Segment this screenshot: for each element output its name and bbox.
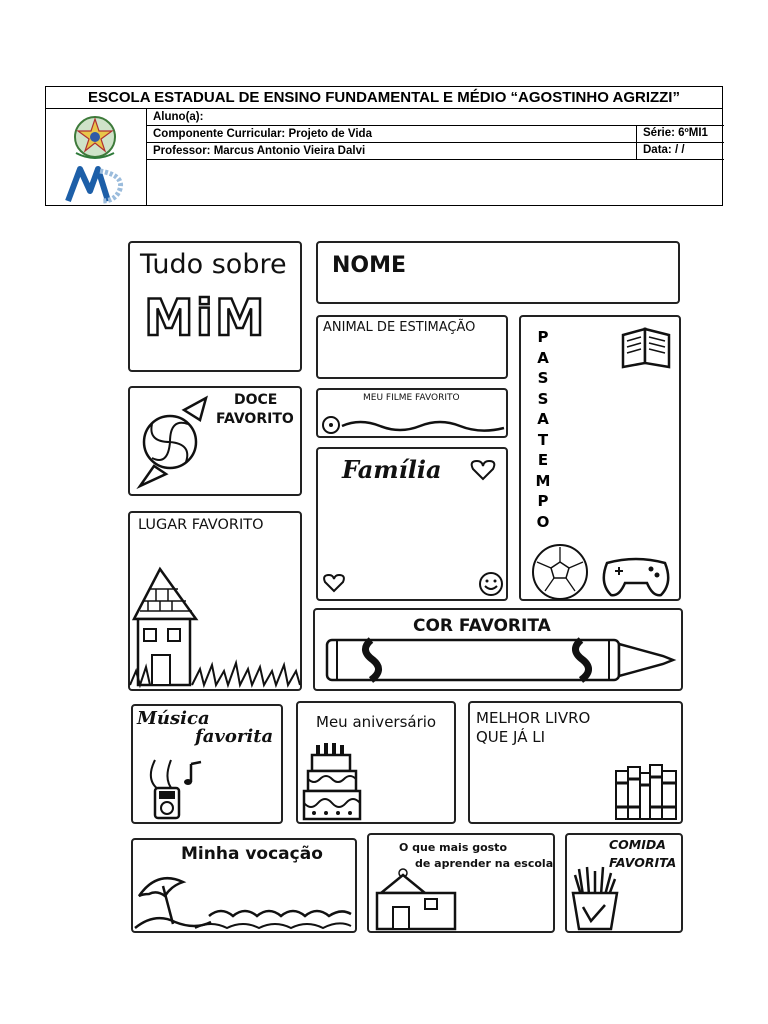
book-icon: [619, 323, 673, 369]
passatempo-letter: O: [536, 512, 550, 531]
crayon-icon: [323, 636, 677, 684]
music-player-icon: [143, 750, 213, 820]
musica-label: Música: [137, 708, 210, 729]
comida-line2: FAVORITA: [609, 855, 677, 870]
favorite-place-box[interactable]: [128, 511, 302, 691]
vocation-box[interactable]: [131, 838, 357, 933]
componente-text: Componente Curricular: Projeto de Vida: [153, 128, 372, 140]
serie-text: Série: 6ºMI1: [643, 127, 708, 139]
favorite-color-box[interactable]: [313, 608, 683, 691]
books-icon: [614, 763, 680, 821]
heart-icon: [470, 459, 496, 481]
hobby-box[interactable]: [519, 315, 681, 601]
candy-icon: [136, 394, 216, 490]
livro-line1: MELHOR LIVRO: [476, 709, 591, 727]
state-coat-of-arms-logo: [68, 113, 122, 161]
pet-box[interactable]: [316, 315, 508, 379]
name-box[interactable]: [316, 241, 680, 304]
favorito-label: FAVORITO: [216, 411, 294, 427]
date-cell[interactable]: [636, 142, 724, 159]
game-controller-icon: [601, 553, 671, 599]
cor-label: COR FAVORITA: [413, 616, 551, 636]
passatempo-letter: P: [537, 492, 549, 510]
doce-label: DOCE: [234, 392, 278, 408]
favorite-candy-box[interactable]: [128, 386, 302, 496]
favorite-food-box[interactable]: [565, 833, 683, 933]
passatempo-letter: M: [535, 471, 551, 490]
filme-label: MEU FILME FAVORITO: [363, 393, 460, 403]
passatempo-letter: A: [537, 410, 549, 428]
logo-cell: [46, 109, 147, 205]
family-box[interactable]: [316, 447, 508, 601]
house-icon: [130, 567, 300, 691]
header-table: [45, 86, 723, 206]
aniversario-label: Meu aniversário: [316, 713, 437, 731]
best-book-box[interactable]: [468, 701, 683, 824]
film-strip-icon: [320, 416, 504, 434]
birthday-box[interactable]: [296, 701, 456, 824]
aprender-line1: O que mais gosto: [399, 841, 508, 854]
french-fries-icon: [569, 865, 623, 931]
passatempo-letter: S: [537, 389, 549, 408]
livro-line2: QUE JÁ LI: [476, 728, 546, 746]
heart-icon: [322, 573, 346, 593]
beach-umbrella-icon: [135, 872, 353, 932]
title-box: [128, 241, 302, 372]
soccer-ball-icon: [531, 543, 589, 601]
passatempo-letter: T: [537, 430, 549, 449]
animal-label: ANIMAL DE ESTIMAÇÃO: [323, 320, 476, 335]
school-logo: [66, 165, 126, 203]
professor-row: [147, 143, 724, 160]
mim-text: MiM: [144, 289, 267, 347]
vocacao-label: Minha vocação: [181, 844, 323, 864]
favorite-subject-box[interactable]: [367, 833, 555, 933]
tudo-sobre-text: Tudo sobre: [140, 249, 287, 280]
date-text: Data: / /: [643, 144, 685, 156]
favorite-music-box[interactable]: [131, 704, 283, 824]
aluno-label: Aluno(a):: [153, 111, 204, 123]
school-name: ESCOLA ESTADUAL DE ENSINO FUNDAMENTAL E MÉDIO “AGOSTINHO AGRIZZI”: [46, 87, 722, 109]
comida-line1: COMIDA: [609, 837, 666, 852]
passatempo-letter: E: [537, 451, 549, 469]
curricular-component-row: [147, 126, 724, 143]
passatempo-letter: A: [537, 348, 549, 367]
aprender-line2: de aprender na escola: [415, 857, 554, 870]
serie-cell: [636, 125, 724, 142]
professor-text: Professor: Marcus Antonio Vieira Dalvi: [153, 145, 366, 157]
student-name-field[interactable]: [147, 109, 724, 126]
favorite-movie-box[interactable]: [316, 388, 508, 438]
favorita-label: favorita: [195, 726, 274, 747]
school-building-icon: [373, 855, 459, 931]
smiley-icon: [478, 571, 504, 597]
nome-label: NOME: [332, 253, 407, 278]
passatempo-letter: S: [537, 369, 549, 387]
lugar-label: LUGAR FAVORITO: [138, 517, 264, 533]
familia-label: Família: [342, 455, 442, 484]
birthday-cake-icon: [302, 741, 366, 823]
passatempo-letter: P: [537, 328, 549, 346]
